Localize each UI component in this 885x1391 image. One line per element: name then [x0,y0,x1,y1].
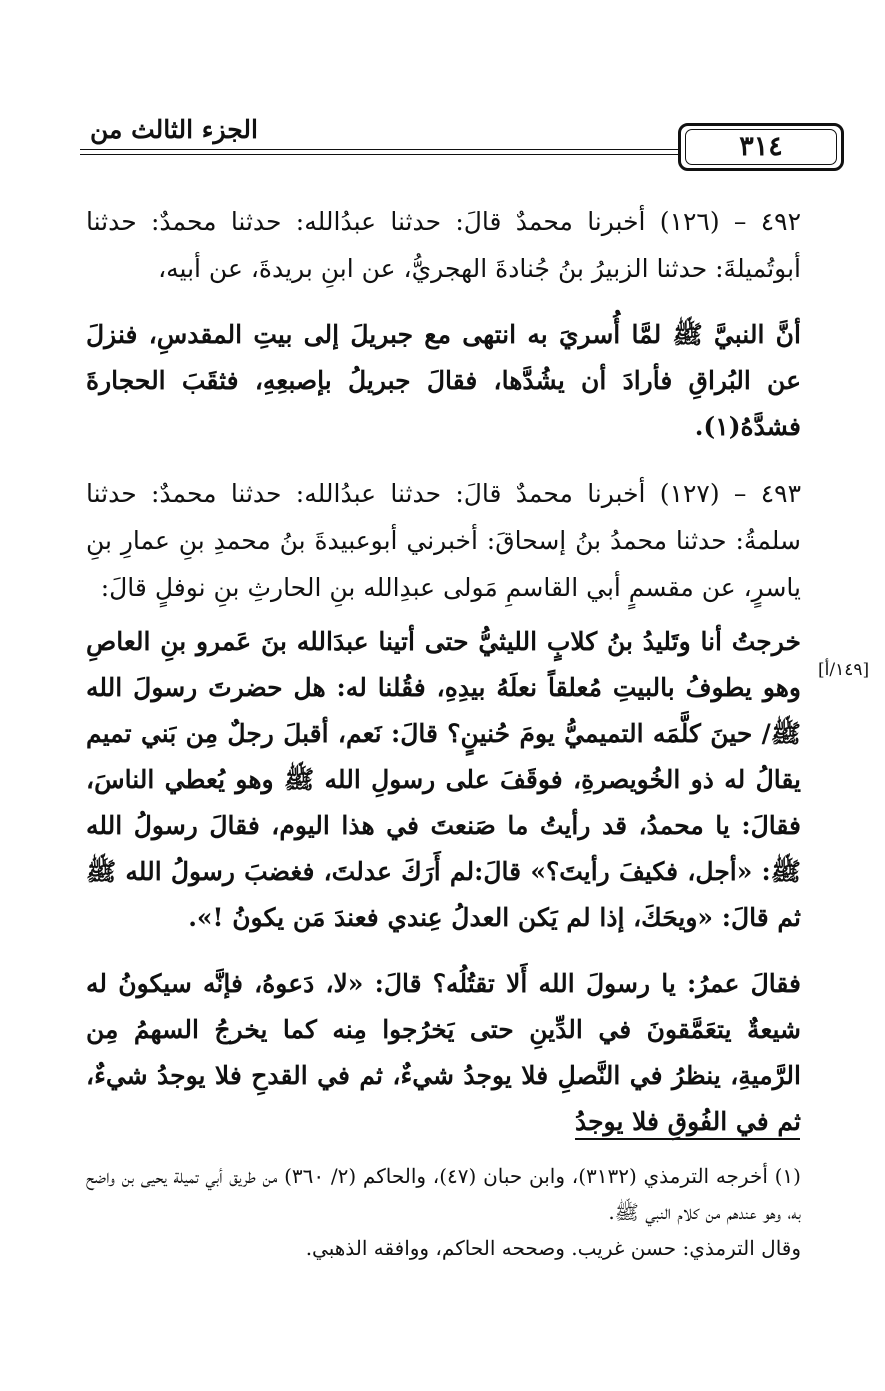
footnote-1: (١) أخرجه الترمذي (٣١٣٢)، وابن حبان (٤٧)، والحاكم (٢/ ٣٦٠) من طريق أبي تميلة يحيى بن واضح به، وهو عندهم من كلام النبي ﷺ. [86,1164,801,1224]
page-header [80,115,800,185]
manuscript-folio-note: [١٤٩/أ] [818,660,870,680]
hadith-493-matn: خرجتُ أنا وتَليدُ بنُ كلابٍ الليثيُّ حتى أتينا عبدَالله بنَ عَمرو بنِ العاصِ وهو يطوفُ بالبيتِ مُعلقاً نعلَهُ بيدِهِ، فقُلنا له: هل حضرتَ رسولَ الله ﷺ/ حينَ كلَّمَه التميميُّ يومَ حُنينٍ؟ قالَ: نَعم، أقبلَ رجلٌ مِن بَني تميم يقالُ له ذو الخُويصرةِ، فوقَفَ على رسولِ الله ﷺ وهو يُعطي الناسَ، فقالَ: يا محمدُ، قد رأيتُ ما صَنعتَ في هذا اليوم، فقالَ رسولُ الله ﷺ: «أجل، فكيفَ رأيتَ؟» قالَ:لم أَرَكَ عدلتَ، فغضبَ رسولُ الله ﷺ ثم قالَ: «ويحَكَ، إذا لم يَكن العدلُ عِندي فعندَ مَن يكونُ !». [86,627,801,932]
running-title: الجزء الثالث من [84,115,264,144]
main-text [86,198,801,1145]
hadith-493-isnad: ٤٩٣ – (١٢٧) أخبرنا محمدٌ قالَ: حدثنا عبدُالله: حدثنا محمدٌ: حدثنا سلمةُ: حدثنا محمدُ بنُ إسحاقَ: أخبرني أبوعبيدةَ بنُ محمدِ بنِ عمارِ بنِ ياسرٍ، عن مقسمٍ أبي القاسمِ مَولى عبدِالله بنِ الحارثِ بنِ نوفلٍ قالَ: [86,479,802,602]
page-number: ٣١٤ [678,123,844,171]
hadith-492-isnad: ٤٩٢ – (١٢٦) أخبرنا محمدٌ قالَ: حدثنا عبدُالله: حدثنا محمدٌ: حدثنا أبوتُميلةَ: حدثنا الزبيرُ بنُ جُنادةَ الهجريُّ، عن ابنِ بريدةَ، عن أبيه، [86,207,802,283]
hadith-492-matn: أنَّ النبيَّ ﷺ لمَّا أُسريَ به انتهى مع جبريلَ إلى بيتِ المقدسِ، فنزلَ عن البُراقِ فأرادَ أن يشُدَّها، فقالَ جبريلُ بإصبعِهِ، فثقَبَ الحجارةَ فشدَّهُ(١). [86,320,801,441]
footnote-1-continued: وقال الترمذي: حسن غريب. وصححه الحاكم، ووافقه الذهبي. [305,1236,801,1260]
hadith-493-continuation: فقالَ عمرُ: يا رسولَ الله أَلا تقتُلُه؟ قالَ: «لا، دَعوهُ، فإنَّه سيكونُ له شيعةٌ يتعَمَّقونَ في الدِّينِ حتى يَخرُجوا مِنه كما يخرجُ السهمُ مِن الرَّميةِ، ينظرُ في النَّصلِ فلا يوجدُ شيءٌ، ثم في القدحِ فلا يوجدُ شيءٌ، ثم في الفُوقِ فلا يوجدُ [86,969,801,1136]
footnotes [86,1158,801,1266]
footnote-divider [575,1138,800,1140]
